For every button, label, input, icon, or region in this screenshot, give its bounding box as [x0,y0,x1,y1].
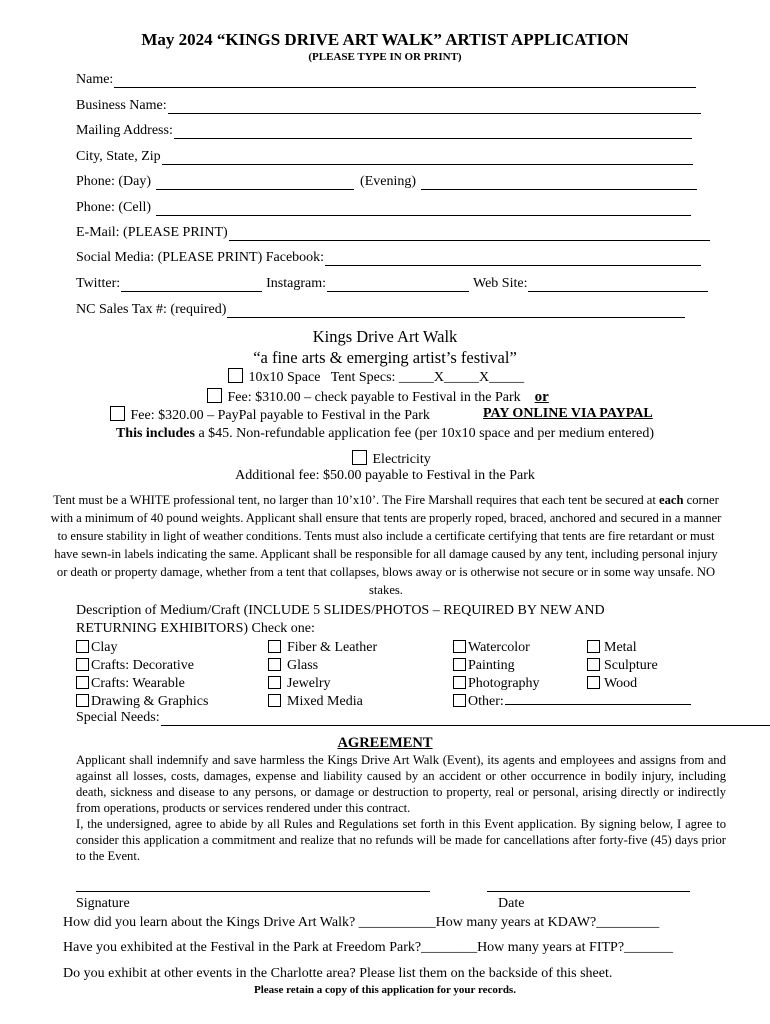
business-name-field[interactable] [168,101,701,114]
medium-option-label: Mixed Media [287,694,363,709]
event-name: Kings Drive Art Walk [312,327,458,346]
medium-option-label: Glass [287,658,319,673]
sales-tax-row [76,302,685,318]
tent-rules-each: each [659,493,684,507]
medium-option-label: Crafts: Decorative [91,658,195,673]
phone-evening-field[interactable] [421,177,697,190]
fee-check-label: Fee: $310.00 – check payable to Festival in the Park [227,390,521,405]
medium-checkbox[interactable] [76,640,89,653]
medium-option-label: Painting [468,658,515,673]
email-row [76,225,710,241]
medium-option-other[interactable] [453,693,691,711]
medium-description-line2: RETURNING EXHIBITORS) Check one: [76,621,315,636]
question-other-events: Do you exhibit at other events in the Charlotte area? Please list them on the backside of this sheet. [63,966,613,981]
medium-option[interactable] [76,657,208,675]
pay-online-link[interactable]: PAY ONLINE VIA PAYPAL [483,406,653,421]
facebook-field[interactable] [325,253,701,266]
medium-option[interactable] [587,657,658,675]
space-label: 10x10 Space [248,370,321,385]
medium-option[interactable] [268,675,377,693]
fee-paypal-checkbox[interactable] [110,406,125,421]
event-tagline: “a fine arts & emerging artist’s festival” [253,348,517,367]
medium-option[interactable] [76,675,208,693]
twitter-field[interactable] [121,279,262,292]
facebook-row [76,250,701,266]
sales-tax-label: NC Sales Tax #: (required) [76,302,227,317]
medium-option-label: Wood [604,676,638,691]
medium-option[interactable] [587,675,658,693]
email-label: E-Mail: (PLEASE PRINT) [76,225,228,240]
medium-col4 [587,639,658,693]
medium-option-label: Photography [468,676,540,691]
fee-paypal-label: Fee: $320.00 – PayPal payable to Festival in the Park [130,408,430,423]
city-state-zip-label: City, State, Zip [76,149,161,164]
space-row [228,368,524,386]
or-label: or [534,389,549,405]
tent-specs: Tent Specs: _____X_____X_____ [330,370,525,385]
space-checkbox[interactable] [228,368,243,383]
date-field[interactable] [487,891,690,892]
medium-checkbox[interactable] [76,658,89,671]
medium-option-label: Fiber & Leather [287,640,378,655]
twitter-label: Twitter: [76,276,121,291]
phone-cell-field[interactable] [156,203,691,216]
mailing-address-label: Mailing Address: [76,123,173,138]
medium-option-label: Crafts: Wearable [91,676,185,691]
special-needs-row [76,710,770,726]
city-state-zip-field[interactable] [162,152,693,165]
phone-day-label: Phone: (Day) [76,174,152,189]
agreement-heading: AGREEMENT [337,735,433,751]
special-needs-field[interactable] [161,713,770,726]
sales-tax-field[interactable] [227,305,685,318]
special-needs-label: Special Needs: [76,710,160,725]
medium-option[interactable] [268,657,377,675]
medium-col2 [268,639,377,711]
email-field[interactable] [229,228,710,241]
medium-checkbox[interactable] [268,658,281,671]
website-field[interactable] [528,279,708,292]
business-name-label: Business Name: [76,98,167,113]
medium-description-line1: Description of Medium/Craft (INCLUDE 5 SLIDES/PHOTOS – REQUIRED BY NEW AND [76,603,605,618]
medium-option-label: Watercolor [468,640,530,655]
medium-checkbox[interactable] [76,694,89,707]
phone-cell-row [76,200,691,216]
includes-text: a $45. Non-refundable application fee (per 10x10 space and per medium entered) [194,426,655,441]
medium-checkbox[interactable] [453,676,466,689]
medium-checkbox[interactable] [268,640,281,653]
medium-option-label: Sculpture [604,658,658,673]
medium-checkbox[interactable] [268,676,281,689]
medium-checkbox[interactable] [587,640,600,653]
date-label: Date [498,896,525,911]
business-name-row [76,98,701,114]
website-label: Web Site: [473,276,528,291]
electricity-checkbox[interactable] [352,450,367,465]
footer-note: Please retain a copy of this application for your records. [254,984,516,996]
phone-evening-label: (Evening) [360,174,417,189]
agreement-paragraph-2: I, the undersigned, agree to abide by all Rules and Regulations set forth in this Event application. By signing below, I agree to consider this application a commitment and realize that no refunds will be made for cancellations after forty-five (45) days prior to the Event. [76,817,726,863]
medium-option[interactable] [268,639,377,657]
question-exhibited[interactable]: Have you exhibited at the Festival in the Park at Freedom Park?________How many years at FITP?_______ [63,940,674,955]
phone-cell-label: Phone: (Cell) [76,200,152,215]
fee-paypal-row [110,406,430,424]
includes-bold: This includes [115,426,195,441]
medium-option-label: Metal [604,640,637,655]
tent-rules [50,491,722,599]
electricity-row [352,450,431,468]
additional-fee: Additional fee: $50.00 payable to Festival in the Park [235,468,535,483]
medium-col1 [76,639,208,711]
social-row [76,276,708,292]
signature-field[interactable] [76,891,430,892]
signature-label: Signature [76,896,130,911]
question-learn[interactable]: How did you learn about the Kings Drive Art Walk? ___________How many years at KDAW?_________ [63,915,660,930]
mailing-address-field[interactable] [174,126,692,139]
medium-checkbox[interactable] [587,658,600,671]
medium-option[interactable] [76,693,208,711]
medium-option-label: Jewelry [287,676,331,691]
medium-option[interactable] [268,693,377,711]
instagram-label: Instagram: [266,276,326,291]
name-field[interactable] [114,75,696,88]
fee-check-row [207,388,549,406]
phone-row [76,174,697,190]
medium-option[interactable] [587,639,658,657]
medium-checkbox[interactable] [76,676,89,689]
tent-rules-part2: corner with a minimum of 40 pound weights. Applicant shall ensure that tents are properly roped, braced, anchored and secured in a manner to ensure stability in light of weather conditions. Tents must also include a certificate certifying that tents are fire retardant or must have sewn-in labels indicating the same. Applicant shall be responsible for all damage caused by any tent, including personal injury or death or property damage, whether from a tent that collapses, blows away or is otherwise not secure or in some way unsafe. NO stakes. [50,493,722,597]
agreement-paragraph-1: Applicant shall indemnify and save harmless the Kings Drive Art Walk (Event), its agents and employees and assigns from and against all losses, costs, damages, expense and liability caused by an accident or other occurrence in bodily injury, including death, sickness and disease to any persons, or damage or destruction to property, real or personal, arising directly or indirectly from operations, products or services rendered under this contract. [76,753,726,815]
agreement-text [76,752,726,864]
mailing-address-row [76,123,692,139]
includes-note [0,426,770,442]
other-field[interactable] [505,693,691,705]
electricity-label: Electricity [372,452,431,467]
medium-option[interactable] [76,639,208,657]
medium-option-label: Clay [91,640,118,655]
medium-checkbox[interactable] [453,658,466,671]
medium-checkbox[interactable] [587,676,600,689]
name-row [76,72,696,88]
facebook-label: Social Media: (PLEASE PRINT) Facebook: [76,250,325,265]
medium-option-label: Other: [468,694,504,709]
name-label: Name: [76,72,114,87]
page-title: May 2024 “KINGS DRIVE ART WALK” ARTIST APPLICATION [141,30,629,49]
phone-day-field[interactable] [156,177,354,190]
tent-rules-part1: Tent must be a WHITE professional tent, no larger than 10’x10’. The Fire Marshall requires that each tent be secured at [53,493,660,507]
instagram-field[interactable] [327,279,469,292]
fee-check-checkbox[interactable] [207,388,222,403]
medium-checkbox[interactable] [453,640,466,653]
city-state-zip-row [76,149,693,165]
page-subtitle: (PLEASE TYPE IN OR PRINT) [308,51,462,63]
medium-option-label: Drawing & Graphics [91,694,209,709]
medium-checkbox[interactable] [268,694,281,707]
medium-checkbox[interactable] [453,694,466,707]
